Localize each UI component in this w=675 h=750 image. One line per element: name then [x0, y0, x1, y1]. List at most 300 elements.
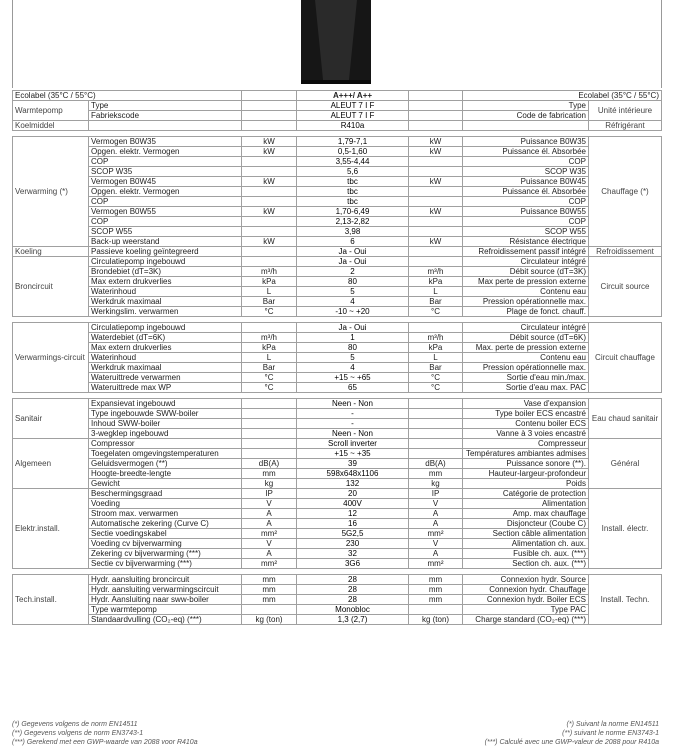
table-row — [13, 287, 662, 297]
param-value: 28 — [297, 575, 409, 585]
unit-nl: A — [242, 549, 297, 559]
unit-fr: °C — [409, 383, 463, 393]
param-label-fr: Charge standard (CO₂-eq) (***) — [463, 615, 589, 625]
group-label-fr: Eau chaud sanitair — [589, 399, 662, 439]
unit-fr: kg — [409, 479, 463, 489]
unit-nl: Bar — [242, 297, 297, 307]
table-row — [13, 187, 662, 197]
unit-fr: kW — [409, 207, 463, 217]
param-label-fr: Circulateur intégré — [463, 257, 589, 267]
table-row — [13, 529, 662, 539]
param-value: 16 — [297, 519, 409, 529]
table-row — [13, 121, 662, 131]
unit-nl — [242, 449, 297, 459]
param-value: 28 — [297, 585, 409, 595]
param-label-fr: Puissance B0W55 — [463, 207, 589, 217]
group-label-fr: Réfrigérant — [589, 121, 662, 131]
table-row — [13, 585, 662, 595]
param-label-fr: Vase d'expansion — [463, 399, 589, 409]
unit-nl: kW — [242, 207, 297, 217]
unit-nl — [242, 257, 297, 267]
param-label-fr: Contenu boiler ECS — [463, 419, 589, 429]
unit-fr — [409, 101, 463, 111]
unit-nl — [242, 399, 297, 409]
group-label-nl: Broncircuit — [13, 257, 89, 317]
param-label-nl: Expansievat ingebouwd — [89, 399, 242, 409]
footnote-nl-2: (**) Gegevens volgens de norm EN3743-1 — [12, 730, 144, 737]
footnote-fr-2: (**) suivant le norme EN3743-1 — [562, 730, 659, 737]
param-label-nl: SCOP W35 — [89, 167, 242, 177]
unit-fr: kW — [409, 177, 463, 187]
param-value: Neen - Non — [297, 429, 409, 439]
param-value: 20 — [297, 489, 409, 499]
unit-fr — [409, 197, 463, 207]
param-label-fr: Code de fabrication — [463, 111, 589, 121]
param-label-fr: Amp. max chauffage — [463, 509, 589, 519]
param-label-nl: Hydr. Aansluiting naar sww-boiler — [89, 595, 242, 605]
unit-nl: kPa — [242, 343, 297, 353]
unit-nl — [242, 157, 297, 167]
param-label-nl: Werkdruk maximaal — [89, 363, 242, 373]
table-row — [13, 429, 662, 439]
param-label-nl: Beschermingsgraad — [89, 489, 242, 499]
footnotes-nl — [12, 720, 198, 747]
unit-nl — [242, 247, 297, 257]
table-row — [13, 353, 662, 363]
table-row — [13, 595, 662, 605]
param-value: - — [297, 419, 409, 429]
unit-fr: kW — [409, 137, 463, 147]
table-row — [13, 469, 662, 479]
param-label-nl: Type warmtepomp — [89, 605, 242, 615]
unit-nl: m³/h — [242, 333, 297, 343]
param-value: ALEUT 7 I F — [297, 111, 409, 121]
unit-nl — [242, 197, 297, 207]
param-value: Ja - Oui — [297, 323, 409, 333]
group-label-nl: Koelmiddel — [13, 121, 89, 131]
ecolabel-label-fr: Ecolabel (35°C / 55°C) — [463, 91, 662, 101]
param-label-fr: Contenu eau — [463, 287, 589, 297]
unit-nl — [242, 217, 297, 227]
group-label-nl: Sanitair — [13, 399, 89, 439]
unit-nl — [242, 605, 297, 615]
param-label-nl: Werkdruk maximaal — [89, 297, 242, 307]
param-label-nl: Hoogte-breedte-lengte — [89, 469, 242, 479]
unit-nl — [242, 323, 297, 333]
unit-fr: mm — [409, 585, 463, 595]
unit-fr: mm — [409, 575, 463, 585]
param-label-nl: Back-up weerstand — [89, 237, 242, 247]
param-label-fr: Puissance sonore (**). — [463, 459, 589, 469]
table-row — [13, 575, 662, 585]
unit-nl: °C — [242, 373, 297, 383]
unit-nl: mm — [242, 595, 297, 605]
param-label-fr: Type — [463, 101, 589, 111]
param-label-nl: Opgen. elektr. Vermogen — [89, 147, 242, 157]
param-label-fr: SCOP W55 — [463, 227, 589, 237]
table-row — [13, 333, 662, 343]
table-row — [13, 373, 662, 383]
unit-fr: V — [409, 499, 463, 509]
param-label-nl: Sectie voedingskabel — [89, 529, 242, 539]
table-row — [13, 297, 662, 307]
param-label-nl: Vermogen B0W35 — [89, 137, 242, 147]
group-label-fr: Circuit source — [589, 257, 662, 317]
unit-nl — [242, 429, 297, 439]
param-label-nl: Brondebiet (dT=3K) — [89, 267, 242, 277]
param-value: tbc — [297, 187, 409, 197]
unit-fr: Bar — [409, 297, 463, 307]
unit-fr: A — [409, 519, 463, 529]
footnotes-fr — [485, 720, 659, 747]
param-value: 598x648x1106 — [297, 469, 409, 479]
param-label-fr: Puissance B0W45 — [463, 177, 589, 187]
param-label-nl: Wateruittrede verwarmen — [89, 373, 242, 383]
table-row — [13, 257, 662, 267]
param-label-nl: Zekering cv bijverwarming (***) — [89, 549, 242, 559]
param-value: 80 — [297, 343, 409, 353]
param-label-fr: Circulateur intégré — [463, 323, 589, 333]
unit-nl: °C — [242, 307, 297, 317]
param-value: 3G6 — [297, 559, 409, 569]
param-label-fr: Débit source (dT=3K) — [463, 267, 589, 277]
param-value: 28 — [297, 595, 409, 605]
table-row — [13, 479, 662, 489]
param-label-fr: Contenu eau — [463, 353, 589, 363]
unit-fr: mm² — [409, 559, 463, 569]
unit-nl — [242, 121, 297, 131]
unit-nl: m³/h — [242, 267, 297, 277]
param-value: Ja - Oui — [297, 247, 409, 257]
unit-fr: kg (ton) — [409, 615, 463, 625]
param-value: 1,70-6,49 — [297, 207, 409, 217]
param-value: 65 — [297, 383, 409, 393]
param-label-nl: Type — [89, 101, 242, 111]
unit-nl: mm — [242, 575, 297, 585]
unit-base — [301, 80, 371, 84]
footnote-fr-3: (***) Calculé avec une GWP-valeur de 2088 pour R410a — [484, 739, 659, 746]
group-label-nl: Algemeen — [13, 439, 89, 489]
unit-fr: mm — [409, 595, 463, 605]
unit-fr — [409, 217, 463, 227]
table-row — [13, 449, 662, 459]
param-label-nl: Wateruittrede max WP — [89, 383, 242, 393]
table-row — [13, 439, 662, 449]
param-value: Ja - Oui — [297, 257, 409, 267]
param-label-fr: Type boiler ECS encastré — [463, 409, 589, 419]
unit-fr — [409, 227, 463, 237]
param-label-fr: Compresseur — [463, 439, 589, 449]
param-label-nl: Hydr. aansluiting broncircuit — [89, 575, 242, 585]
param-label-nl: Voeding — [89, 499, 242, 509]
unit-nl: A — [242, 509, 297, 519]
unit-fr: mm² — [409, 529, 463, 539]
param-label-nl: Compressor — [89, 439, 242, 449]
table-row — [13, 237, 662, 247]
param-label-nl: SCOP W55 — [89, 227, 242, 237]
unit-fr — [409, 429, 463, 439]
param-label-nl: Max extern drukverlies — [89, 277, 242, 287]
unit-fr — [409, 323, 463, 333]
param-label-fr: COP — [463, 197, 589, 207]
param-label-nl: Circulatiepomp ingebouwd — [89, 257, 242, 267]
unit-nl — [242, 187, 297, 197]
param-label-nl: COP — [89, 217, 242, 227]
param-label-fr: Fusible ch. aux. (***) — [463, 549, 589, 559]
group-label-nl: Verwarmings-circuit — [13, 323, 89, 393]
table-row — [13, 539, 662, 549]
table-row — [13, 101, 662, 111]
unit-nl: A — [242, 519, 297, 529]
unit-fr — [409, 419, 463, 429]
table-row — [13, 111, 662, 121]
param-label-nl: Werkingslim. verwarmen — [89, 307, 242, 317]
ecolabel-unit2-cell — [409, 91, 463, 101]
unit-fr: m³/h — [409, 267, 463, 277]
param-label-nl: Circulatiepomp ingebouwd — [89, 323, 242, 333]
param-value: -10 ~ +20 — [297, 307, 409, 317]
unit-nl: kW — [242, 177, 297, 187]
param-label-nl: Opgen. elektr. Vermogen — [89, 187, 242, 197]
unit-fr: kW — [409, 147, 463, 157]
spec-table — [12, 90, 662, 625]
unit-nl: L — [242, 287, 297, 297]
unit-fr — [409, 439, 463, 449]
unit-fr — [409, 409, 463, 419]
unit-nl: mm — [242, 585, 297, 595]
table-row — [13, 197, 662, 207]
unit-fr: kW — [409, 237, 463, 247]
unit-fr — [409, 449, 463, 459]
param-value: R410a — [297, 121, 409, 131]
unit-nl: V — [242, 539, 297, 549]
param-label-fr: SCOP W35 — [463, 167, 589, 177]
param-label-fr: Connexion hydr. Boiler ECS — [463, 595, 589, 605]
param-value: Monobloc — [297, 605, 409, 615]
group-label-nl: Verwarming (*) — [13, 137, 89, 247]
param-label-fr: Pression opérationnelle max. — [463, 297, 589, 307]
param-label-nl: COP — [89, 197, 242, 207]
param-label-fr: Puissance B0W35 — [463, 137, 589, 147]
unit-nl: L — [242, 353, 297, 363]
param-value: 5,6 — [297, 167, 409, 177]
table-row — [13, 549, 662, 559]
param-value: 80 — [297, 277, 409, 287]
param-value: 5 — [297, 287, 409, 297]
unit-nl: V — [242, 499, 297, 509]
param-label-nl: Waterdebiet (dT=6K) — [89, 333, 242, 343]
unit-nl: °C — [242, 383, 297, 393]
param-label-fr: Max perte de pression externe — [463, 277, 589, 287]
param-label-nl: Waterinhoud — [89, 287, 242, 297]
param-label-nl: Geluidsvermogen (**) — [89, 459, 242, 469]
table-row — [13, 277, 662, 287]
unit-nl: kg — [242, 479, 297, 489]
param-value: ALEUT 7 I F — [297, 101, 409, 111]
param-value: 3,55-4,44 — [297, 157, 409, 167]
param-value: 6 — [297, 237, 409, 247]
param-label-fr: Section câble alimentation — [463, 529, 589, 539]
param-value: Scroll inverter — [297, 439, 409, 449]
ecolabel-value: A+++/ A++ — [297, 91, 409, 101]
table-row — [13, 489, 662, 499]
group-label-fr: Circuit chauffage — [589, 323, 662, 393]
table-row — [13, 247, 662, 257]
unit-nl: kPa — [242, 277, 297, 287]
table-row — [13, 363, 662, 373]
param-label-nl: Sectie cv bijverwarming (***) — [89, 559, 242, 569]
table-row — [13, 343, 662, 353]
param-label-nl: Hydr. aansluiting verwarmingscircuit — [89, 585, 242, 595]
unit-fr: IP — [409, 489, 463, 499]
footnote-nl-1: (*) Gegevens volgens de norm EN14511 — [12, 721, 138, 728]
table-row — [13, 615, 662, 625]
param-value: Neen - Non — [297, 399, 409, 409]
spec-table-body — [13, 91, 662, 625]
table-row — [13, 207, 662, 217]
product-image — [0, 0, 675, 90]
unit-fr — [409, 605, 463, 615]
unit-fr: Bar — [409, 363, 463, 373]
param-label-fr: Vanne à 3 voies encastré — [463, 429, 589, 439]
param-value: 2,13-2,82 — [297, 217, 409, 227]
unit-fr — [409, 247, 463, 257]
param-value: 39 — [297, 459, 409, 469]
table-row — [13, 605, 662, 615]
param-label-fr: Puissance él. Absorbée — [463, 147, 589, 157]
param-label-fr: COP — [463, 157, 589, 167]
param-label-fr: Températures ambiantes admises — [463, 449, 589, 459]
param-label-fr: Débit source (dT=6K) — [463, 333, 589, 343]
param-label-fr: Poids — [463, 479, 589, 489]
group-label-nl: Koeling — [13, 247, 89, 257]
unit-fr: dB(A) — [409, 459, 463, 469]
param-label-nl: Passieve koeling geïntegreerd — [89, 247, 242, 257]
table-row — [13, 419, 662, 429]
unit-nl — [242, 419, 297, 429]
param-label-fr: Connexion hydr. Source — [463, 575, 589, 585]
param-value: 4 — [297, 297, 409, 307]
param-label-fr: Type PAC — [463, 605, 589, 615]
unit-fr: L — [409, 353, 463, 363]
table-row — [13, 217, 662, 227]
param-label-nl: Automatische zekering (Curve C) — [89, 519, 242, 529]
table-row — [13, 519, 662, 529]
unit-nl: kW — [242, 137, 297, 147]
param-value: 1,79-7,1 — [297, 137, 409, 147]
ecolabel-label-nl: Ecolabel (35°C / 55°C) — [13, 91, 242, 101]
group-label-fr: Install. électr. — [589, 489, 662, 569]
group-label-nl: Warmtepomp — [13, 101, 89, 121]
param-label-fr: COP — [463, 217, 589, 227]
param-label-fr: Sortie d'eau max. PAC — [463, 383, 589, 393]
footnote-fr-1: (*) Suivant la norme EN14511 — [566, 721, 659, 728]
unit-nl: dB(A) — [242, 459, 297, 469]
unit-front-panel — [315, 0, 357, 84]
unit-fr: kPa — [409, 277, 463, 287]
table-row — [13, 323, 662, 333]
table-row — [13, 307, 662, 317]
table-row — [13, 167, 662, 177]
heat-pump-unit-image — [301, 0, 371, 84]
param-label-fr: Puissance él. Absorbée — [463, 187, 589, 197]
param-value: 5G2,5 — [297, 529, 409, 539]
param-value: 400V — [297, 499, 409, 509]
param-label-fr: Alimentation — [463, 499, 589, 509]
table-row — [13, 383, 662, 393]
unit-fr — [409, 111, 463, 121]
param-label-nl: Inhoud SWW-boiler — [89, 419, 242, 429]
param-value: tbc — [297, 197, 409, 207]
param-label-nl: Voeding cv bijverwarming — [89, 539, 242, 549]
param-label-nl: 3-wegklep ingebouwd — [89, 429, 242, 439]
unit-fr — [409, 257, 463, 267]
footnote-nl-3: (***) Gerekend met een GWP-waarde van 2088 voor R410a — [12, 739, 198, 746]
group-label-nl: Tech.install. — [13, 575, 89, 625]
group-label-fr: Général — [589, 439, 662, 489]
unit-fr: A — [409, 509, 463, 519]
param-label-fr: Sortie d'eau min./max. — [463, 373, 589, 383]
param-label-nl: Toegelaten omgevingstemperaturen — [89, 449, 242, 459]
unit-fr — [409, 167, 463, 177]
unit-nl: kW — [242, 147, 297, 157]
param-label-fr: Refroidissement passif intégré — [463, 247, 589, 257]
unit-fr: °C — [409, 373, 463, 383]
unit-nl: Bar — [242, 363, 297, 373]
param-label-fr: Max. perte de pression externe — [463, 343, 589, 353]
param-label-fr: Résistance électrique — [463, 237, 589, 247]
unit-nl: kW — [242, 237, 297, 247]
param-value: 230 — [297, 539, 409, 549]
unit-nl — [242, 409, 297, 419]
param-value: 12 — [297, 509, 409, 519]
group-label-fr: Unité intérieure — [589, 101, 662, 121]
param-label-nl: Gewicht — [89, 479, 242, 489]
param-label-fr — [463, 121, 589, 131]
unit-fr: m³/h — [409, 333, 463, 343]
table-row — [13, 499, 662, 509]
unit-nl: kg (ton) — [242, 615, 297, 625]
group-label-nl: Elektr.install. — [13, 489, 89, 569]
param-label-fr: Pression opérationnelle max. — [463, 363, 589, 373]
table-row — [13, 509, 662, 519]
param-value: 1,3 (2,7) — [297, 615, 409, 625]
param-label-nl — [89, 121, 242, 131]
ecolabel-row — [13, 91, 662, 101]
unit-fr: L — [409, 287, 463, 297]
param-value: 32 — [297, 549, 409, 559]
param-label-fr: Catégorie de protection — [463, 489, 589, 499]
param-value: 5 — [297, 353, 409, 363]
param-value: - — [297, 409, 409, 419]
param-label-fr: Disjoncteur (Coube C) — [463, 519, 589, 529]
unit-nl — [242, 111, 297, 121]
table-row — [13, 409, 662, 419]
unit-nl: IP — [242, 489, 297, 499]
param-label-nl: Vermogen B0W45 — [89, 177, 242, 187]
table-row — [13, 227, 662, 237]
table-row — [13, 147, 662, 157]
param-label-fr: Connexion hydr. Chauffage — [463, 585, 589, 595]
group-label-fr: Chauffage (*) — [589, 137, 662, 247]
param-value: +15 ~ +65 — [297, 373, 409, 383]
group-label-fr: Refroidissement — [589, 247, 662, 257]
unit-fr: A — [409, 549, 463, 559]
param-label-fr: Hauteur-largeur-profondeur — [463, 469, 589, 479]
table-row — [13, 177, 662, 187]
group-label-fr: Install. Techn. — [589, 575, 662, 625]
unit-fr — [409, 399, 463, 409]
